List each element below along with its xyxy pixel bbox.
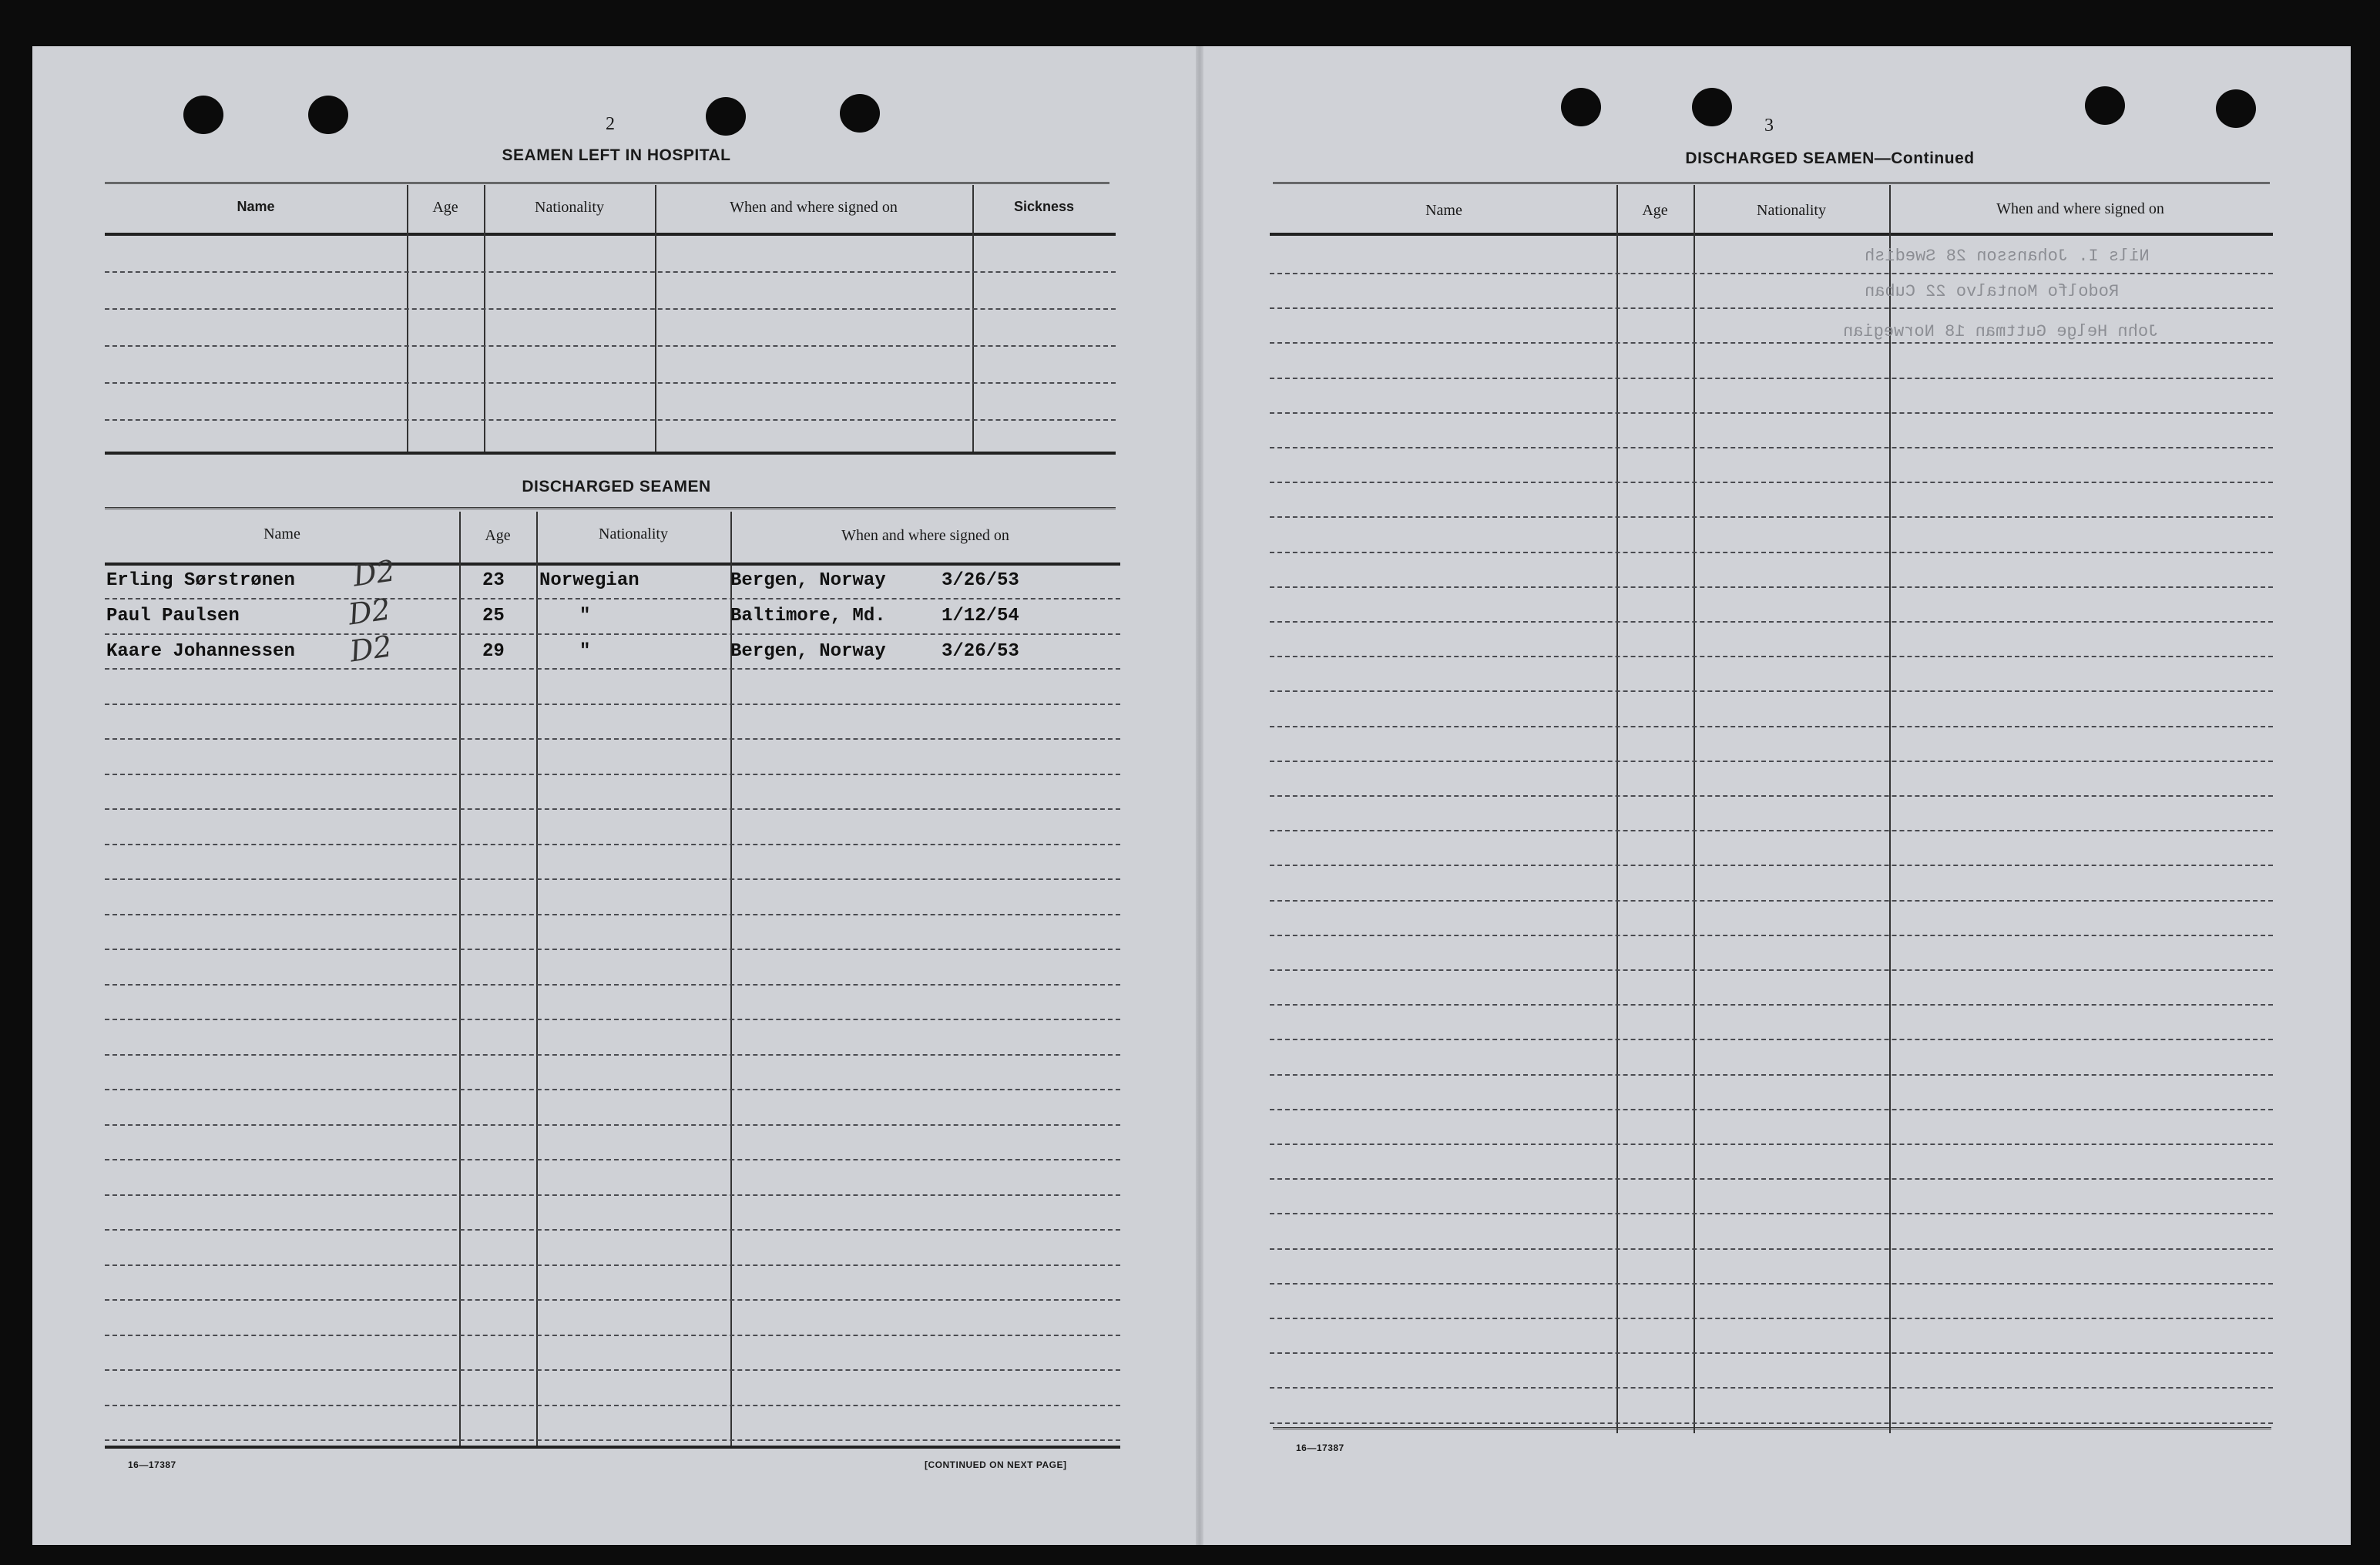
ledger-row-rule (105, 808, 1120, 810)
punch-hole (706, 97, 746, 136)
ledger-row-rule (105, 1335, 1120, 1336)
ledger-row-rule (105, 1299, 1120, 1301)
punch-hole (308, 96, 348, 134)
hospital-section-title: SEAMEN LEFT IN HOSPITAL (502, 146, 731, 164)
ledger-row-rule (105, 1439, 1120, 1441)
punch-hole (2216, 89, 2256, 128)
ledger-row-rule (1270, 1004, 2273, 1006)
seaman-signed-date: 1/12/54 (942, 606, 1019, 626)
discharged-col-divider (459, 512, 461, 1447)
ledger-row-rule (1270, 1074, 2273, 1076)
ledger-row-rule (105, 914, 1120, 915)
ledger-row-rule (105, 738, 1120, 740)
discharged-table-bottom-rule (105, 1446, 1120, 1449)
ledger-row-rule (1270, 726, 2273, 727)
continued-note: [CONTINUED ON NEXT PAGE] (925, 1459, 1067, 1470)
hospital-row-rule (105, 419, 1116, 421)
seaman-nationality: " (579, 641, 591, 662)
ledger-row-rule (1270, 378, 2273, 379)
right-col-nationality: Nationality (1757, 202, 1826, 219)
discharged-table-top-rule (105, 507, 1116, 512)
ledger-row-rule (1270, 656, 2273, 657)
seaman-age: 29 (482, 641, 505, 662)
discharged-section-title: DISCHARGED SEAMEN (522, 478, 711, 495)
handwritten-mark: D2 (346, 592, 393, 632)
punch-hole (183, 96, 223, 134)
ledger-row-rule (105, 1264, 1120, 1266)
right-section-title-main: DISCHARGED SEAMEN (1685, 149, 1875, 167)
ledger-row-rule (105, 774, 1120, 775)
right-section-title-suffix: —Continued (1874, 149, 1975, 167)
ledger-row-rule (1270, 690, 2273, 692)
ledger-row-rule (1270, 795, 2273, 797)
ledger-row-rule (1270, 412, 2273, 414)
ledger-row-rule (1270, 865, 2273, 866)
right-col-name: Name (1425, 202, 1462, 219)
ledger-row-rule (1270, 761, 2273, 762)
ledger-row-rule (105, 1194, 1120, 1196)
ledger-row-rule (1270, 1352, 2273, 1354)
page-number-left: 2 (606, 114, 615, 134)
discharged-col-divider (536, 512, 538, 1447)
ledger-row-rule (1270, 935, 2273, 936)
ledger-row-rule (1270, 830, 2273, 831)
punch-hole (1692, 88, 1732, 126)
ledger-row-rule (1270, 516, 2273, 518)
ledger-row-rule (1270, 1387, 2273, 1389)
hospital-col-divider (972, 185, 974, 453)
hospital-col-signed-on: When and where signed on (730, 199, 898, 216)
hospital-row-rule (105, 308, 1116, 310)
ledger-row-rule (105, 1229, 1120, 1231)
seaman-signed-place: Bergen, Norway (730, 641, 886, 662)
hospital-col-nationality: Nationality (535, 199, 604, 216)
ledger-row-rule (1270, 1178, 2273, 1180)
ledger-row-rule (1270, 1283, 2273, 1285)
page-number-right: 3 (1764, 116, 1774, 136)
ledger-row-rule (105, 844, 1120, 845)
seaman-age: 25 (482, 606, 505, 626)
seaman-name: Paul Paulsen (106, 606, 240, 626)
seaman-signed-date: 3/26/53 (942, 641, 1019, 662)
seaman-age: 23 (482, 570, 505, 591)
page-fold (1196, 46, 1203, 1545)
right-section-title (1541, 149, 2119, 168)
form-number-right: 16—17387 (1296, 1442, 1344, 1453)
ledger-row-rule (105, 668, 1120, 670)
ledger-row-rule (1270, 482, 2273, 483)
form-number-left: 16—17387 (128, 1459, 176, 1470)
hospital-row-rule (105, 271, 1116, 273)
hospital-table-top-rule (105, 182, 1109, 186)
punch-hole (840, 94, 880, 133)
seaman-nationality: Norwegian (539, 570, 639, 591)
ledger-row-rule (1270, 1144, 2273, 1145)
ledger-row-rule (1270, 447, 2273, 448)
ledger-row-rule (1270, 586, 2273, 588)
hospital-header-rule (105, 233, 1116, 236)
discharged-col-name: Name (264, 526, 300, 542)
ledger-row-rule (1270, 621, 2273, 623)
hospital-col-age: Age (432, 199, 458, 216)
ledger-row-rule (1270, 1213, 2273, 1214)
discharged-header-rule (105, 563, 1120, 566)
ledger-row-rule (105, 1019, 1120, 1020)
bleed-through-text: Nils I. Johansson 28 Swedish (1865, 247, 2150, 266)
handwritten-mark: D2 (351, 553, 398, 593)
ledger-row-rule (105, 1159, 1120, 1160)
right-col-age: Age (1642, 202, 1668, 219)
ledger-row-rule (1270, 552, 2273, 553)
seaman-signed-place: Bergen, Norway (730, 570, 886, 591)
discharged-col-signed-on: When and where signed on (841, 527, 1009, 544)
punch-hole (1561, 88, 1601, 126)
ledger-row-rule (1270, 342, 2273, 344)
ledger-row-rule (1270, 900, 2273, 902)
right-col-divider (1694, 185, 1695, 1433)
ledger-row-rule (1270, 969, 2273, 971)
hospital-col-sickness: Sickness (1013, 199, 1075, 214)
right-table-top-rule (1273, 182, 2270, 186)
seaman-name: Kaare Johannessen (106, 641, 295, 662)
ledger-row-rule (1270, 307, 2273, 309)
seaman-nationality: " (579, 606, 591, 626)
ledger-row-rule (105, 949, 1120, 950)
discharged-col-age: Age (485, 527, 511, 544)
bleed-through-text: John Helge Guttman 18 Norwegian (1843, 322, 2159, 341)
seaman-name: Erling Sørstrønen (106, 570, 295, 591)
right-col-divider (1616, 185, 1618, 1433)
ledger-row-rule (1270, 1422, 2273, 1424)
bleed-through-text: Rodolfo Montalvo 22 Cuban (1865, 282, 2120, 301)
hospital-col-divider (655, 185, 656, 453)
ledger-row-rule (1270, 1109, 2273, 1110)
hospital-col-name: Name (237, 199, 275, 214)
ledger-row-rule (105, 704, 1120, 705)
ledger-row-rule (1270, 1318, 2273, 1319)
hospital-row-rule (105, 345, 1116, 347)
ledger-row-rule (1270, 273, 2273, 274)
ledger-row-rule (105, 878, 1120, 880)
seaman-signed-place: Baltimore, Md. (730, 606, 886, 626)
seaman-signed-date: 3/26/53 (942, 570, 1019, 591)
right-header-rule (1270, 233, 2273, 236)
ledger-row-rule (105, 984, 1120, 986)
ledger-row-rule (1270, 1248, 2273, 1250)
hospital-row-rule (105, 382, 1116, 384)
discharged-col-nationality: Nationality (599, 526, 668, 542)
right-col-signed-on: When and where signed on (1996, 200, 2164, 217)
ledger-row-rule (105, 633, 1120, 635)
ledger-row-rule (1270, 1039, 2273, 1040)
hospital-col-divider (484, 185, 485, 453)
right-col-divider (1889, 185, 1891, 1433)
ledger-row-rule (105, 1054, 1120, 1056)
right-table-bottom-rule (1273, 1427, 2271, 1432)
hospital-table-bottom-rule (105, 452, 1116, 455)
ledger-row-rule (105, 598, 1120, 599)
ledger-row-rule (105, 1089, 1120, 1090)
hospital-col-divider (407, 185, 408, 453)
ledger-row-rule (105, 1405, 1120, 1406)
ledger-row-rule (105, 1124, 1120, 1126)
handwritten-mark: D2 (347, 629, 394, 669)
punch-hole (2085, 86, 2125, 125)
ledger-row-rule (105, 1369, 1120, 1371)
